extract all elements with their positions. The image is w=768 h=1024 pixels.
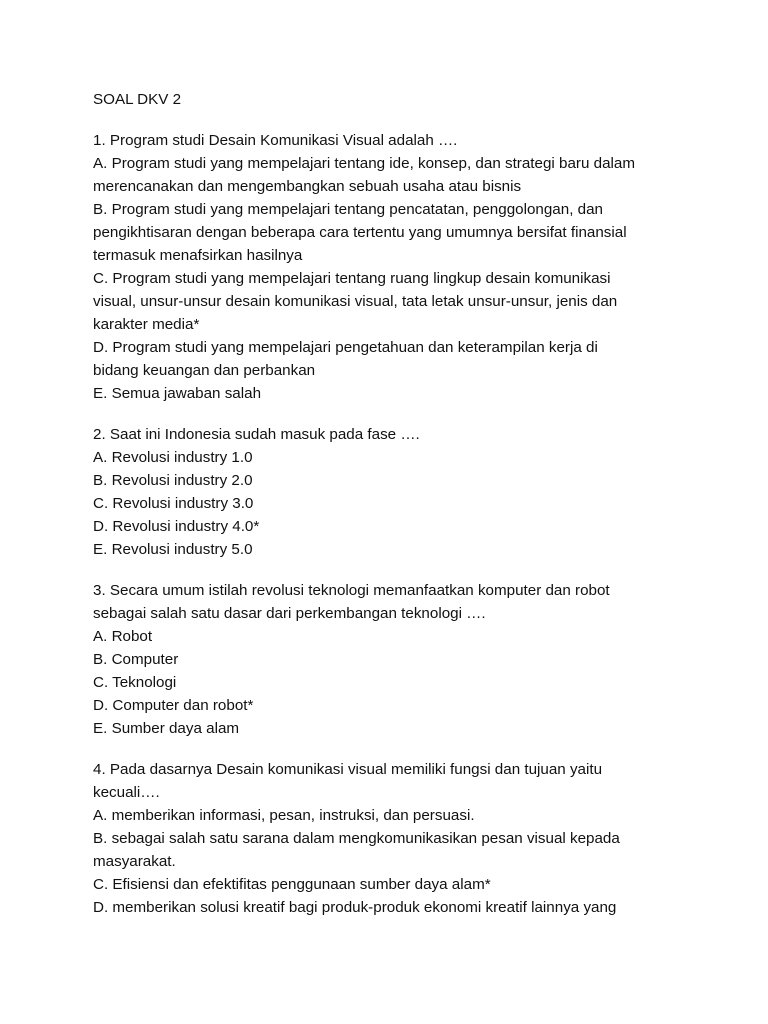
answer-option-continued: bidang keuangan dan perbankan [93,362,316,379]
answer-option-continued: merencanakan dan mengembangkan sebuah usaha atau bisnis [93,178,522,195]
answer-option: C. Program studi yang mempelajari tentang ruang lingkup desain komunikasi [93,270,611,287]
answer-option: B. sebagai salah satu sarana dalam mengkomunikasikan pesan visual kepada [93,830,620,847]
answer-option: D. Computer dan robot* [93,697,254,714]
answer-option: D. Program studi yang mempelajari pengetahuan dan keterampilan kerja di [93,339,598,356]
answer-option-continued: masyarakat. [93,853,176,870]
answer-option: A. Program studi yang mempelajari tentang ide, konsep, dan strategi baru dalam [93,155,635,172]
answer-option: D. Revolusi industry 4.0* [93,518,260,535]
question-3 [93,579,693,740]
answer-option: B. Revolusi industry 2.0 [93,472,253,489]
answer-option: E. Sumber daya alam [93,720,240,737]
answer-option: B. Computer [93,651,179,668]
answer-option-continued: karakter media* [93,316,200,333]
answer-option: A. memberikan informasi, pesan, instruksi, dan persuasi. [93,807,475,824]
answer-option: A. Revolusi industry 1.0 [93,449,253,466]
answer-option: C. Revolusi industry 3.0 [93,495,254,512]
answer-option: C. Teknologi [93,674,177,691]
paragraph-gap [93,561,693,579]
answer-option: E. Semua jawaban salah [93,385,262,402]
answer-option-continued: termasuk menafsirkan hasilnya [93,247,303,264]
answer-option-continued: pengikhtisaran dengan beberapa cara tertentu yang umumnya bersifat finansial [93,224,627,241]
answer-option: E. Revolusi industry 5.0 [93,541,253,558]
answer-option: A. Robot [93,628,153,645]
paragraph-gap [93,740,693,758]
document-body [93,88,693,919]
question-2 [93,423,693,561]
document-title: SOAL DKV 2 [93,91,182,108]
question-text: 2. Saat ini Indonesia sudah masuk pada fase …. [93,426,420,443]
question-text: 3. Secara umum istilah revolusi teknologi memanfaatkan komputer dan robot [93,582,610,599]
answer-option: C. Efisiensi dan efektifitas penggunaan sumber daya alam* [93,876,491,893]
question-1 [93,129,693,405]
question-text: 1. Program studi Desain Komunikasi Visual adalah …. [93,132,458,149]
question-4 [93,758,693,919]
question-text: 4. Pada dasarnya Desain komunikasi visual memiliki fungsi dan tujuan yaitu [93,761,603,778]
answer-option: D. memberikan solusi kreatif bagi produk-produk ekonomi kreatif lainnya yang [93,899,617,916]
answer-option-continued: visual, unsur-unsur desain komunikasi visual, tata letak unsur-unsur, jenis dan [93,293,618,310]
question-text-continued: kecuali…. [93,784,160,801]
paragraph-gap [93,405,693,423]
answer-option: B. Program studi yang mempelajari tentang pencatatan, penggolongan, dan [93,201,603,218]
question-text-continued: sebagai salah satu dasar dari perkembangan teknologi …. [93,605,486,622]
